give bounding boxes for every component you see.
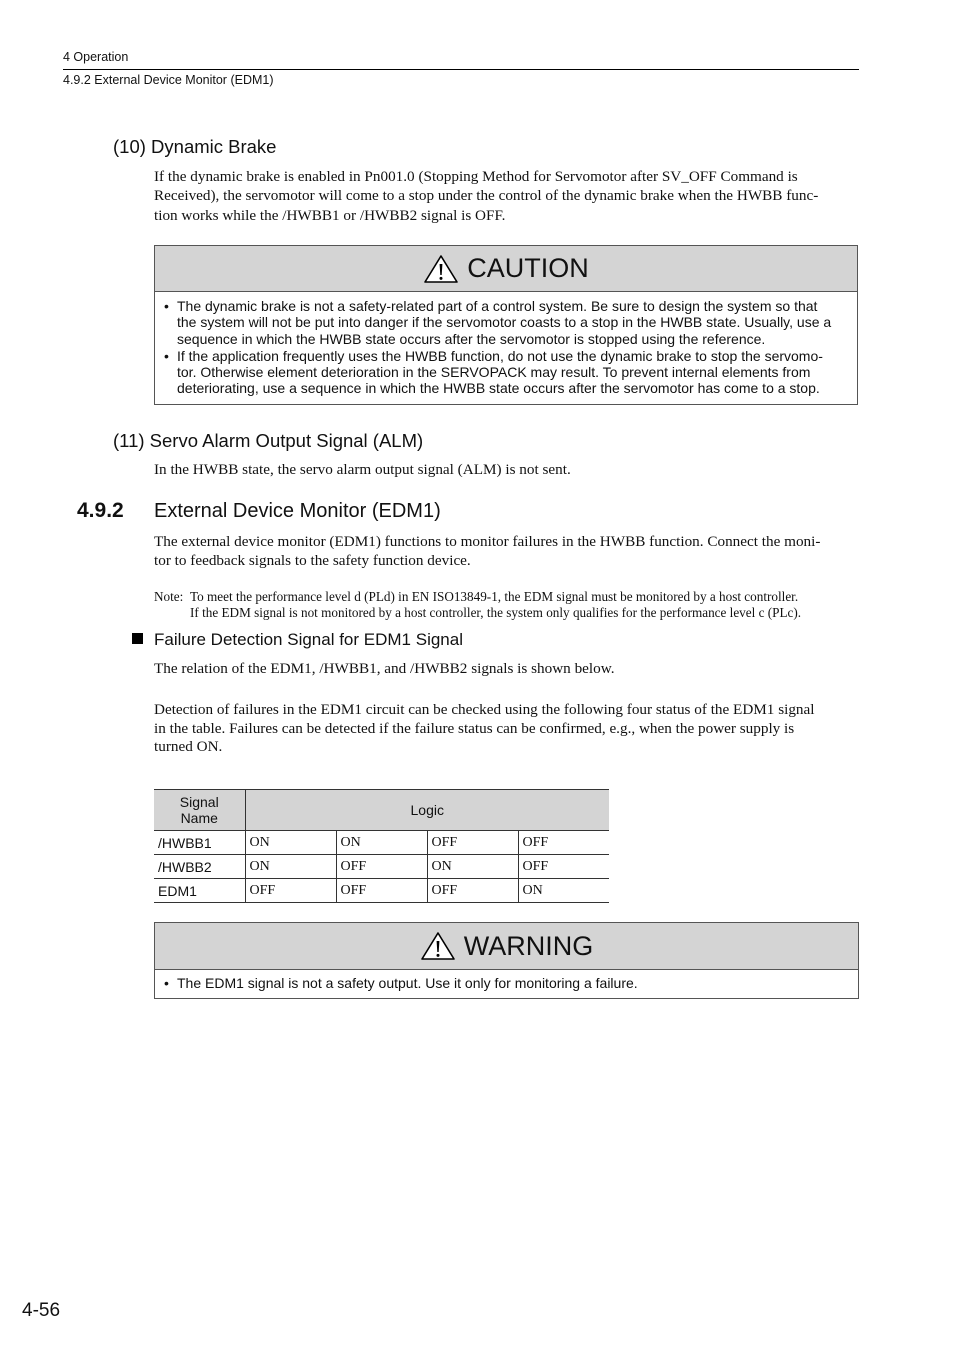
failure-detection-text [154,701,859,757]
logic-cell: OFF [427,831,518,855]
table-row [154,831,609,855]
caution-item-line: the system will not be put into danger if the servomotor coasts to a stop in the HWBB state. Usually, use a [177,314,832,331]
logic-cell: ON [518,879,609,903]
signal-logic-table [154,789,609,903]
caution-item-line: • If the application frequently uses the HWBB function, do not use the dynamic brake to stop the servomo- [177,347,823,364]
failure-line: Detection of failures in the EDM1 circuit can be checked using the following four status of the EDM1 signal [154,701,815,718]
alm-text: In the HWBB state, the servo alarm output signal (ALM) is not sent. [154,461,571,478]
note-line: If the EDM signal is not monitored by a host controller, the system only qualifies for the performance level c (PLc). [190,605,802,620]
failure-heading: Failure Detection Signal for EDM1 Signal [154,630,463,649]
caution-item-line: • The dynamic brake is not a safety-related part of a control system. Be sure to design the system so that [177,298,818,314]
edm-intro-line: tor to feedback signals to the safety function device. [154,551,471,569]
warning-title: WARNING [463,930,594,961]
dynamic-brake-line: If the dynamic brake is enabled in Pn001.0 (Stopping Method for Servomotor after SV_OFF Command is [154,168,798,185]
logic-cell: OFF [518,831,609,855]
caution-title: CAUTION [467,253,589,283]
dynamic-brake-heading: (10) Dynamic Brake [113,136,277,157]
note-line: To meet the performance level d (PLd) in EN ISO13849-1, the EDM signal must be monitored by a host controller. [190,589,799,604]
column-header-signal-name [154,790,245,831]
warning-triangle-icon [420,931,456,961]
caution-box [154,245,858,405]
section-title: External Device Monitor (EDM1) [154,500,441,522]
section-number: 4.9.2 [77,499,124,522]
logic-cell: OFF [336,879,427,903]
page-number: 4-56 [22,1300,61,1321]
table-header-row [154,790,609,831]
bullet-square-icon [132,633,143,644]
logic-cell: OFF [336,855,427,879]
edm-intro-line: The external device monitor (EDM1) functions to monitor failures in the HWBB function. Connect the moni- [154,533,821,550]
logic-cell: ON [336,831,427,855]
caution-item [155,348,857,397]
column-header-line: Name [180,810,218,826]
logic-cell: ON [245,855,336,879]
caution-item-line: deteriorating, use a sequence in which the HWBB state occurs after the servomotor has come to a stop. [177,380,820,397]
alm-heading: (11) Servo Alarm Output Signal (ALM) [113,430,424,451]
dynamic-brake-text [154,168,859,226]
logic-cell: OFF [518,855,609,879]
column-header-logic: Logic [245,790,609,831]
caution-item-line: sequence in which the HWBB state occurs after the servomotor is stopped using the reference. [177,330,766,347]
dynamic-brake-line: tion works while the /HWBB1 or /HWBB2 signal is OFF. [154,207,506,224]
warning-list [155,970,858,991]
warning-triangle-icon [423,254,459,284]
header-rule [63,69,859,70]
caution-list [155,292,857,397]
running-header-chapter: 4 Operation [63,50,129,64]
warning-header [155,923,858,970]
caution-item-line: tor. Otherwise element deterioration in the SERVOPACK may result. To prevent internal elements from [177,364,811,381]
failure-line: in the table. Failures can be detected if the failure status can be confirmed, e.g., when the power supply is [154,719,795,737]
logic-cell: OFF [245,879,336,903]
table-row [154,879,609,903]
failure-line: turned ON. [154,738,223,755]
signal-name-cell: /HWBB2 [154,855,245,879]
signal-name-cell: EDM1 [154,879,245,903]
warning-item: • The EDM1 signal is not a safety output. Use it only for monitoring a failure. [155,975,858,991]
logic-cell: ON [427,855,518,879]
signal-name-cell: /HWBB1 [154,831,245,855]
dynamic-brake-line: Received), the servomotor will come to a stop under the control of the dynamic brake when the HWBB func- [154,186,819,204]
warning-box [154,922,859,999]
column-header-line: Signal [179,794,219,810]
note [154,589,864,621]
caution-header [155,246,857,292]
logic-cell: OFF [427,879,518,903]
note-label: Note: [154,589,184,604]
table-row [154,855,609,879]
caution-item [155,298,857,347]
running-header-section: 4.9.2 External Device Monitor (EDM1) [63,73,274,87]
failure-relation-text: The relation of the EDM1, /HWBB1, and /HWBB2 signals is shown below. [154,660,615,677]
edm-intro [154,533,859,570]
logic-cell: ON [245,831,336,855]
